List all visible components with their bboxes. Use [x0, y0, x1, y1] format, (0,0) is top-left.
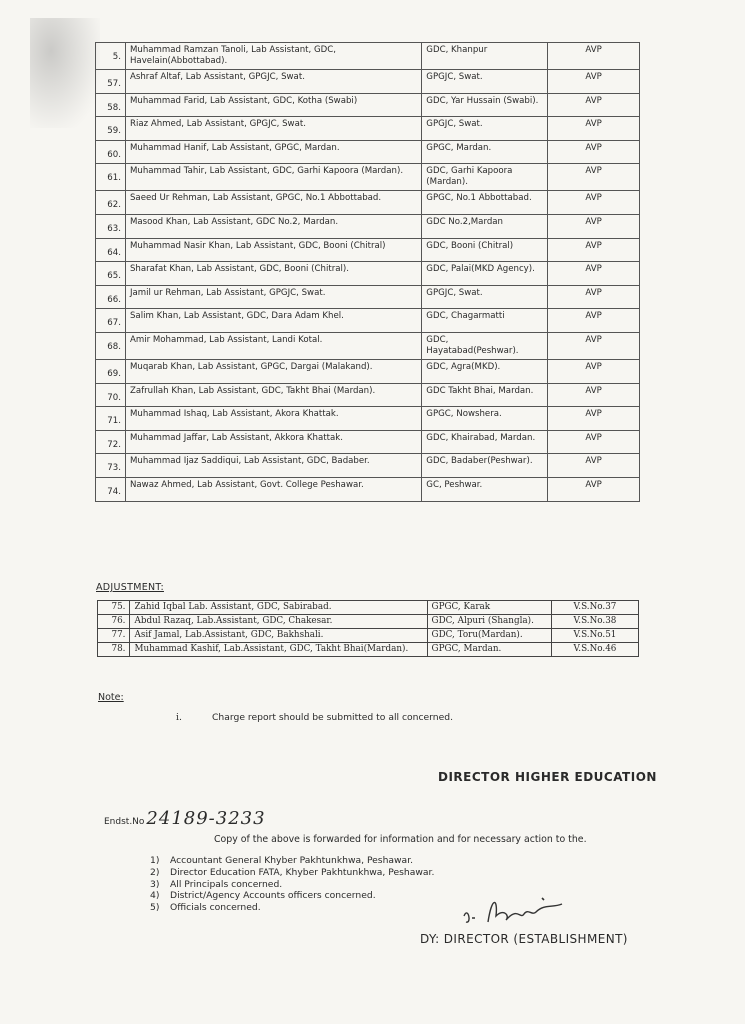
adjustment-table	[97, 600, 639, 657]
row-number: 63.	[96, 214, 126, 238]
row-post: AVP	[548, 70, 640, 94]
distribution-item	[150, 902, 434, 914]
row-place: GDC, Khairabad, Mardan.	[422, 430, 548, 454]
row-post: AVP	[548, 117, 640, 141]
note-label: Note:	[98, 692, 124, 703]
row-number: 73.	[96, 454, 126, 478]
row-name: Muhammad Tahir, Lab Assistant, GDC, Garhi Kapoora (Mardan).	[125, 164, 421, 191]
row-post: AVP	[548, 214, 640, 238]
table-row	[96, 164, 640, 191]
table-row	[96, 93, 640, 117]
note-item	[176, 712, 453, 723]
table-row	[96, 43, 640, 70]
row-number: 77.	[98, 629, 130, 643]
table-row	[96, 262, 640, 286]
deputy-director-title: DY: DIRECTOR (ESTABLISHMENT)	[420, 932, 628, 946]
row-number: 64.	[96, 238, 126, 262]
distribution-item	[150, 879, 434, 891]
row-place: GDC, Garhi Kapoora (Mardan).	[422, 164, 548, 191]
table-row	[96, 332, 640, 359]
table-row	[96, 285, 640, 309]
row-name: Muhammad Ijaz Saddiqui, Lab Assistant, GDC, Badaber.	[125, 454, 421, 478]
row-post: AVP	[548, 454, 640, 478]
row-name: Muhammad Nasir Khan, Lab Assistant, GDC, Booni (Chitral)	[125, 238, 421, 262]
row-post: V.S.No.51	[551, 629, 638, 643]
row-number: 70.	[96, 383, 126, 407]
row-number: 75.	[98, 601, 130, 615]
row-place: GDC No.2,Mardan	[422, 214, 548, 238]
row-name: Muhammad Farid, Lab Assistant, GDC, Kotha (Swabi)	[125, 93, 421, 117]
row-place: GDC, Chagarmatti	[422, 309, 548, 333]
row-number: 61.	[96, 164, 126, 191]
adjustment-heading: ADJUSTMENT:	[96, 582, 164, 593]
note-item-numeral: i.	[176, 712, 182, 723]
table-row	[96, 214, 640, 238]
endorsement-number: 24189-3233	[146, 808, 266, 829]
distribution-text: Director Education FATA, Khyber Pakhtunkhwa, Peshawar.	[170, 866, 435, 878]
table-row	[96, 359, 640, 383]
row-post: V.S.No.37	[551, 601, 638, 615]
table-row	[96, 383, 640, 407]
table-row	[98, 601, 639, 615]
row-place: GPGC, Mardan.	[422, 140, 548, 164]
table-row	[96, 407, 640, 431]
row-place: GDC, Toru(Mardan).	[427, 629, 551, 643]
distribution-item	[150, 855, 434, 867]
distribution-text: District/Agency Accounts officers concerned.	[170, 890, 376, 902]
row-post: AVP	[548, 164, 640, 191]
endorsement	[104, 808, 266, 829]
distribution-index: 3)	[150, 878, 160, 890]
row-post: AVP	[548, 407, 640, 431]
row-post: AVP	[548, 262, 640, 286]
row-name: Sharafat Khan, Lab Assistant, GDC, Booni (Chitral).	[125, 262, 421, 286]
row-name: Muhammad Ishaq, Lab Assistant, Akora Khattak.	[125, 407, 421, 431]
row-place: GDC, Alpuri (Shangla).	[427, 615, 551, 629]
row-name: Saeed Ur Rehman, Lab Assistant, GPGC, No.1 Abbottabad.	[125, 191, 421, 215]
row-number: 57.	[96, 70, 126, 94]
row-number: 62.	[96, 191, 126, 215]
row-place: GDC, Palai(MKD Agency).	[422, 262, 548, 286]
row-post: AVP	[548, 309, 640, 333]
director-title: DIRECTOR HIGHER EDUCATION	[438, 770, 657, 784]
distribution-text: All Principals concerned.	[170, 878, 283, 890]
row-post: AVP	[548, 285, 640, 309]
table-row	[98, 643, 639, 657]
row-name: Muhammad Kashif, Lab.Assistant, GDC, Takht Bhai(Mardan).	[130, 643, 427, 657]
row-name: Muhammad Ramzan Tanoli, Lab Assistant, GDC, Havelain(Abbottabad).	[125, 43, 421, 70]
row-number: 67.	[96, 309, 126, 333]
distribution-list	[150, 855, 434, 914]
signature-mark	[458, 886, 578, 936]
row-post: AVP	[548, 477, 640, 501]
row-name: Amir Mohammad, Lab Assistant, Landi Kotal.	[125, 332, 421, 359]
row-place: GPGJC, Swat.	[422, 70, 548, 94]
row-name: Asif Jamal, Lab.Assistant, GDC, Bakhshali.	[130, 629, 427, 643]
row-place: GPGC, Nowshera.	[422, 407, 548, 431]
table-row	[96, 140, 640, 164]
distribution-item	[150, 867, 434, 879]
row-number: 60.	[96, 140, 126, 164]
table-row	[96, 430, 640, 454]
distribution-item	[150, 890, 434, 902]
distribution-text: Accountant General Khyber Pakhtunkhwa, Peshawar.	[170, 855, 414, 866]
distribution-index: 4)	[150, 890, 160, 902]
table-row	[96, 477, 640, 501]
row-place: GDC, Hayatabad(Peshwar).	[422, 332, 548, 359]
row-number: 66.	[96, 285, 126, 309]
row-place: GDC, Khanpur	[422, 43, 548, 70]
row-place: GPGC, Karak	[427, 601, 551, 615]
postings-table	[95, 42, 640, 502]
table-row	[98, 615, 639, 629]
row-number: 65.	[96, 262, 126, 286]
row-place: GDC, Agra(MKD).	[422, 359, 548, 383]
row-place: GPGJC, Swat.	[422, 117, 548, 141]
row-place: GPGJC, Swat.	[422, 285, 548, 309]
distribution-index: 2)	[150, 866, 160, 878]
row-post: AVP	[548, 93, 640, 117]
row-number: 74.	[96, 477, 126, 501]
row-name: Ashraf Altaf, Lab Assistant, GPGJC, Swat.	[125, 70, 421, 94]
row-place: GDC Takht Bhai, Mardan.	[422, 383, 548, 407]
row-name: Salim Khan, Lab Assistant, GDC, Dara Adam Khel.	[125, 309, 421, 333]
row-post: AVP	[548, 430, 640, 454]
row-post: AVP	[548, 238, 640, 262]
row-number: 68.	[96, 332, 126, 359]
row-name: Riaz Ahmed, Lab Assistant, GPGJC, Swat.	[125, 117, 421, 141]
row-number: 5.	[96, 43, 126, 70]
table-row	[96, 70, 640, 94]
row-number: 58.	[96, 93, 126, 117]
endorsement-label: Endst.No	[104, 817, 145, 827]
row-place: GC, Peshwar.	[422, 477, 548, 501]
row-name: Masood Khan, Lab Assistant, GDC No.2, Mardan.	[125, 214, 421, 238]
row-name: Muqarab Khan, Lab Assistant, GPGC, Dargai (Malakand).	[125, 359, 421, 383]
row-post: AVP	[548, 332, 640, 359]
row-name: Muhammad Jaffar, Lab Assistant, Akkora Khattak.	[125, 430, 421, 454]
row-name: Zafrullah Khan, Lab Assistant, GDC, Takht Bhai (Mardan).	[125, 383, 421, 407]
table-row	[96, 454, 640, 478]
distribution-index: 1)	[150, 855, 160, 866]
table-row	[96, 117, 640, 141]
table-row	[98, 629, 639, 643]
row-name: Nawaz Ahmed, Lab Assistant, Govt. College Peshawar.	[125, 477, 421, 501]
row-place: GPGC, Mardan.	[427, 643, 551, 657]
row-place: GDC, Yar Hussain (Swabi).	[422, 93, 548, 117]
row-place: GPGC, No.1 Abbottabad.	[422, 191, 548, 215]
row-number: 78.	[98, 643, 130, 657]
note-item-text: Charge report should be submitted to all concerned.	[212, 712, 454, 723]
row-post: V.S.No.38	[551, 615, 638, 629]
row-name: Zahid Iqbal Lab. Assistant, GDC, Sabirabad.	[130, 601, 427, 615]
row-post: AVP	[548, 383, 640, 407]
row-post: AVP	[548, 191, 640, 215]
table-row	[96, 238, 640, 262]
row-place: GDC, Badaber(Peshwar).	[422, 454, 548, 478]
row-post: V.S.No.46	[551, 643, 638, 657]
row-number: 71.	[96, 407, 126, 431]
table-row	[96, 191, 640, 215]
distribution-index: 5)	[150, 902, 160, 914]
row-name: Abdul Razaq, Lab.Assistant, GDC, Chakesar.	[130, 615, 427, 629]
row-place: GDC, Booni (Chitral)	[422, 238, 548, 262]
row-number: 72.	[96, 430, 126, 454]
table-row	[96, 309, 640, 333]
row-number: 69.	[96, 359, 126, 383]
row-post: AVP	[548, 140, 640, 164]
row-post: AVP	[548, 43, 640, 70]
row-post: AVP	[548, 359, 640, 383]
row-name: Jamil ur Rehman, Lab Assistant, GPGJC, Swat.	[125, 285, 421, 309]
row-number: 59.	[96, 117, 126, 141]
row-number: 76.	[98, 615, 130, 629]
distribution-text: Officials concerned.	[170, 902, 261, 914]
scan-corner-smudge	[30, 18, 100, 128]
copy-forward-text: Copy of the above is forwarded for information and for necessary action to the.	[214, 834, 587, 845]
row-name: Muhammad Hanif, Lab Assistant, GPGC, Mardan.	[125, 140, 421, 164]
